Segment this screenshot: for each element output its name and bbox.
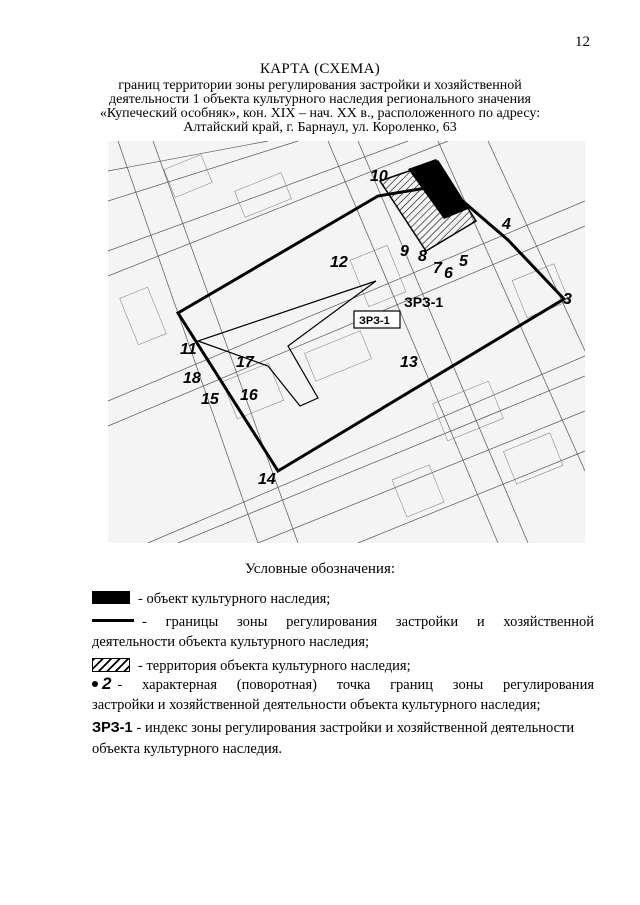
title-line-4: Алтайский край, г. Барнаул, ул. Короленко, 63 xyxy=(183,120,457,135)
point-label-5: 5 xyxy=(459,253,468,270)
point-label-4: 4 xyxy=(502,216,511,233)
point-label-3: 3 xyxy=(563,291,572,308)
point-label-12: 12 xyxy=(330,254,348,271)
legend-item-zone-index-line2: объекта культурного наследия. xyxy=(92,741,283,757)
legend-item-heritage-object xyxy=(92,589,594,609)
point-label-7: 7 xyxy=(433,260,442,277)
point-symbol xyxy=(92,674,111,693)
map-svg xyxy=(108,141,585,543)
title-line-3: «Купеческий особняк», кон. XIX – нач. XX в., расположенного по адресу: xyxy=(99,106,541,121)
point-dot-icon xyxy=(92,681,98,687)
point-label-6: 6 xyxy=(444,265,453,282)
legend-item-2-text-a: - границы зоны регулирования застройки и хозяйственной xyxy=(142,614,594,630)
legend-item-point-line1 xyxy=(92,674,594,695)
point-label-15: 15 xyxy=(201,391,219,408)
legend-item-heritage-territory xyxy=(92,656,594,676)
legend-item-3-text: - территория объекта культурного наследия; xyxy=(138,658,411,674)
hatch-symbol xyxy=(92,658,130,672)
legend-item-boundary-line1 xyxy=(92,612,594,632)
legend-title: Условные обозначения: xyxy=(244,561,396,577)
heritage-object-symbol xyxy=(92,591,130,604)
page-number: 12 xyxy=(575,34,590,50)
point-label-11: 11 xyxy=(180,341,197,358)
point-label-13: 13 xyxy=(400,354,418,371)
legend-item-zone-index-line1 xyxy=(92,718,594,738)
legend-item-4-text-a: - характерная (поворотная) точка границ зоны регулирования xyxy=(117,677,594,693)
point-label-8: 8 xyxy=(418,248,427,265)
point-label-17: 17 xyxy=(236,354,254,371)
point-label-16: 16 xyxy=(240,387,258,404)
title-line-2: деятельности 1 объекта культурного наследия регионального значения xyxy=(108,92,532,107)
point-label-18: 18 xyxy=(183,370,201,387)
point-symbol-number: 2 xyxy=(102,674,112,693)
title-line-1: границ территории зоны регулирования застройки и хозяйственной xyxy=(118,78,522,93)
legend-item-point-line2: застройки и хозяйственной деятельности объекта культурного наследия; xyxy=(92,697,541,713)
legend-item-1-text: - объект культурного наследия; xyxy=(138,591,331,607)
point-label-9: 9 xyxy=(400,243,409,260)
boundary-line-symbol xyxy=(92,619,134,622)
zone-label-boxed: ЗРЗ-1 xyxy=(359,315,390,327)
point-label-10: 10 xyxy=(370,168,388,185)
cadastral-map xyxy=(108,141,585,543)
zone-index-code: ЗРЗ-1 xyxy=(92,720,133,736)
point-label-14: 14 xyxy=(258,471,276,488)
map-heading: КАРТА (СХЕМА) xyxy=(259,61,381,77)
zone-label: ЗРЗ-1 xyxy=(404,294,444,310)
legend-item-5-text-a: - индекс зоны регулирования застройки и хозяйственной деятельности xyxy=(136,720,575,736)
legend-item-boundary-line2: деятельности объекта культурного наследия; xyxy=(92,634,370,650)
